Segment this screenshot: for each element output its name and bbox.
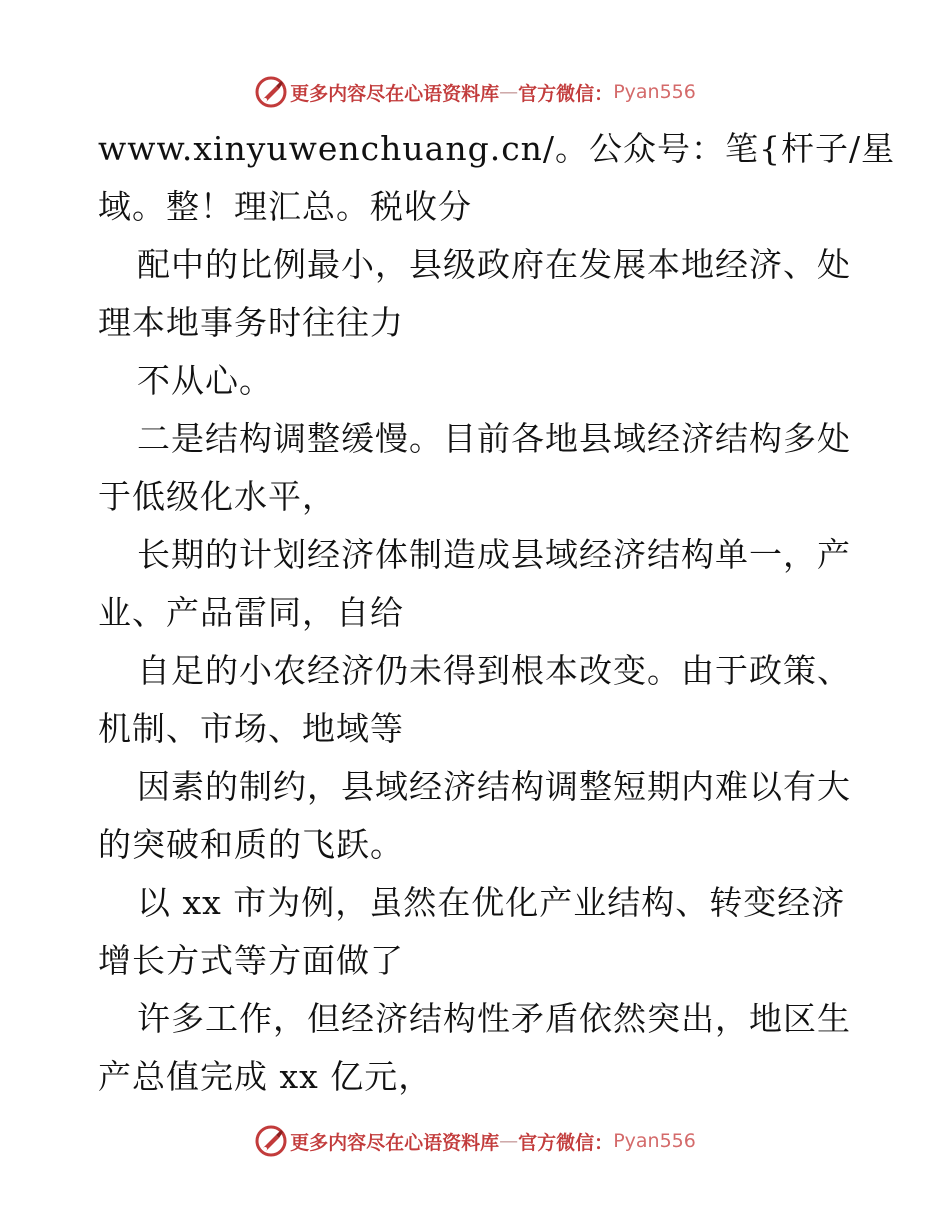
text-line: 增长方式等方面做了 [98,941,404,980]
text-line: 长期的计划经济体制造成县域经济结构单一，产 [137,535,851,574]
text-line: 以 xx 市为例，虽然在优化产业结构、转变经济 [137,883,846,922]
footer-banner [0,1121,950,1161]
text-line: 的突破和质的飞跃。 [98,825,404,864]
header-banner [0,72,950,112]
banner-slogan: 更多内容尽在心语资料库 [290,1131,500,1154]
banner-wechat-id: Pyan556 [613,81,696,103]
text-line: 二是结构调整缓慢。目前各地县域经济结构多处 [137,419,851,458]
text-line: 机制、市场、地域等 [98,709,404,748]
text-line: 于低级化水平， [98,477,336,516]
text-line: 不从心。 [137,361,273,400]
text-line: 业、产品雷同，自给 [98,593,404,632]
banner-separator: — [499,1130,519,1152]
text-line: 配中的比例最小，县级政府在发展本地经济、处 [137,245,851,284]
quill-logo-icon [254,75,288,109]
text-line: 许多工作，但经济结构性矛盾依然突出，地区生 [137,999,851,1038]
text-line: 自足的小农经济仍未得到根本改变。由于政策、 [137,651,851,690]
quill-logo-icon [254,1124,288,1158]
banner-wechat-label: 官方微信： [518,82,614,105]
text-line: 因素的制约，县域经济结构调整短期内难以有大 [137,767,851,806]
text-line: 产总值完成 xx 亿元， [98,1057,433,1096]
banner-separator: — [499,81,519,103]
text-line: www.xinyuwenchuang.cn/。公众号：笔{杆子/星 [98,129,896,168]
banner-wechat-label: 官方微信： [518,1131,614,1154]
text-line: 理本地事务时往往力 [98,303,404,342]
banner-slogan: 更多内容尽在心语资料库 [290,82,500,105]
document-body [98,120,896,1106]
text-line: 域。整！理汇总。税收分 [98,187,472,226]
banner-wechat-id: Pyan556 [613,1130,696,1152]
